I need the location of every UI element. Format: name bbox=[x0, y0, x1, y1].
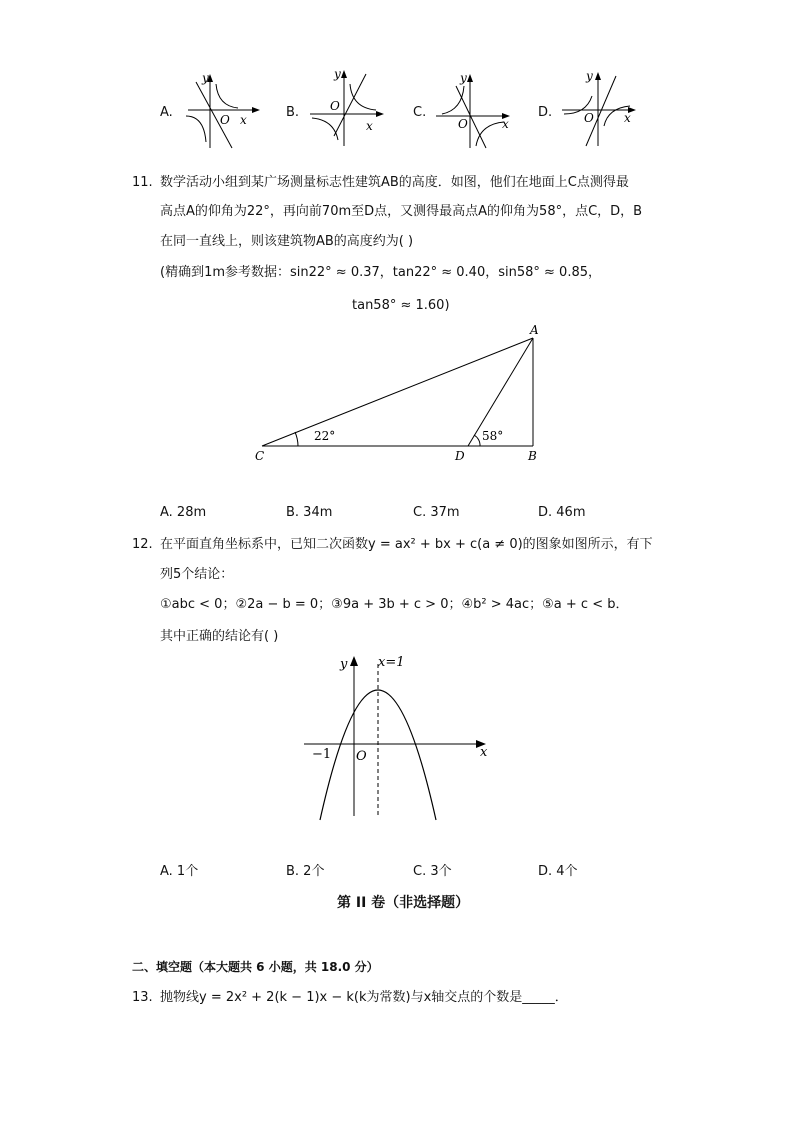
label-o: O bbox=[356, 749, 367, 764]
q11-line1: 数学活动小组到某广场测量标志性建筑AB的高度．如图，他们在地面上C点测得最 bbox=[160, 175, 629, 190]
q11-option-a: A. 28m bbox=[160, 505, 207, 520]
option-c-label: C. bbox=[413, 105, 427, 120]
q12-line1: 在平面直角坐标系中，已知二次函数y = ax² + bx + c(a ≠ 0)的图象如图所示，有下 bbox=[160, 537, 653, 552]
option-b-y: y bbox=[334, 67, 341, 81]
q11-number: 11. bbox=[132, 175, 153, 190]
q11-line5: tan58° ≈ 1.60) bbox=[352, 298, 450, 313]
option-d-label: D. bbox=[538, 105, 553, 120]
q11-line3: 在同一直线上，则该建筑物AB的高度约为( ) bbox=[160, 234, 414, 249]
option-c-graph bbox=[430, 68, 516, 152]
option-b-x: x bbox=[366, 119, 373, 133]
option-a-graph bbox=[178, 68, 264, 152]
option-c-x: x bbox=[502, 117, 509, 131]
option-b-o: O bbox=[330, 99, 340, 113]
q13-text: 抛物线y = 2x² + 2(k − 1)x − k(k为常数)与x轴交点的个数是_____． bbox=[160, 990, 568, 1005]
label-b: B bbox=[528, 449, 537, 463]
q12-option-c: C. 3个 bbox=[413, 864, 452, 879]
option-d-y: y bbox=[586, 69, 593, 83]
q12-option-d: D. 4个 bbox=[538, 864, 578, 879]
q12-option-a: A. 1个 bbox=[160, 864, 199, 879]
q12-line4: 其中正确的结论有( ) bbox=[160, 629, 279, 644]
label-minus-1: −1 bbox=[312, 747, 332, 762]
q11-option-d: D. 46m bbox=[538, 505, 586, 520]
q11-option-c: C. 37m bbox=[413, 505, 460, 520]
option-a-o: O bbox=[220, 113, 230, 127]
q11-option-b: B. 34m bbox=[286, 505, 333, 520]
option-c-o: O bbox=[458, 117, 468, 131]
q12-line3: ①abc < 0；②2a − b = 0；③9a + 3b + c > 0；④b² > 4ac；⑤a + c < b． bbox=[160, 597, 629, 612]
label-58deg: 58° bbox=[482, 429, 504, 443]
y-axis-arrow bbox=[350, 656, 358, 666]
q12-number: 12. bbox=[132, 537, 153, 552]
label-22deg: 22° bbox=[314, 429, 336, 443]
option-d-graph bbox=[556, 66, 642, 150]
option-a-x: x bbox=[240, 113, 247, 127]
q12-parabola-figure bbox=[298, 650, 498, 824]
label-x-eq-1: x=1 bbox=[378, 655, 405, 670]
label-d: D bbox=[455, 449, 465, 463]
option-b-label: B. bbox=[286, 105, 300, 120]
option-d-x: x bbox=[624, 111, 631, 125]
q12-line2: 列5个结论： bbox=[160, 567, 234, 582]
fill-in-heading: 二、填空题（本大题共 6 小题，共 18.0 分） bbox=[132, 960, 379, 974]
label-x: x bbox=[480, 745, 488, 760]
option-a-y: y bbox=[202, 71, 209, 85]
q12-option-b: B. 2个 bbox=[286, 864, 325, 879]
option-b-graph bbox=[304, 66, 390, 150]
label-c: C bbox=[255, 449, 265, 463]
label-y: y bbox=[340, 657, 348, 672]
angle-c-arc bbox=[295, 432, 298, 446]
q13-number: 13. bbox=[132, 990, 153, 1005]
section-ii-title: 第 II 卷（非选择题） bbox=[337, 895, 470, 911]
q11-line4: (精确到1m参考数据：sin22° ≈ 0.37，tan22° ≈ 0.40，sin58° ≈ 0.85， bbox=[160, 265, 601, 280]
q11-triangle-figure bbox=[250, 318, 550, 468]
q11-line2: 高点A的仰角为22°，再向前70m至D点，又测得最高点A的仰角为58°，点C，D，B bbox=[160, 204, 643, 219]
option-c-y: y bbox=[460, 71, 467, 85]
label-a: A bbox=[530, 323, 539, 337]
option-d-o: O bbox=[584, 111, 594, 125]
angle-d-arc bbox=[474, 435, 480, 446]
option-a-label: A. bbox=[160, 105, 173, 120]
